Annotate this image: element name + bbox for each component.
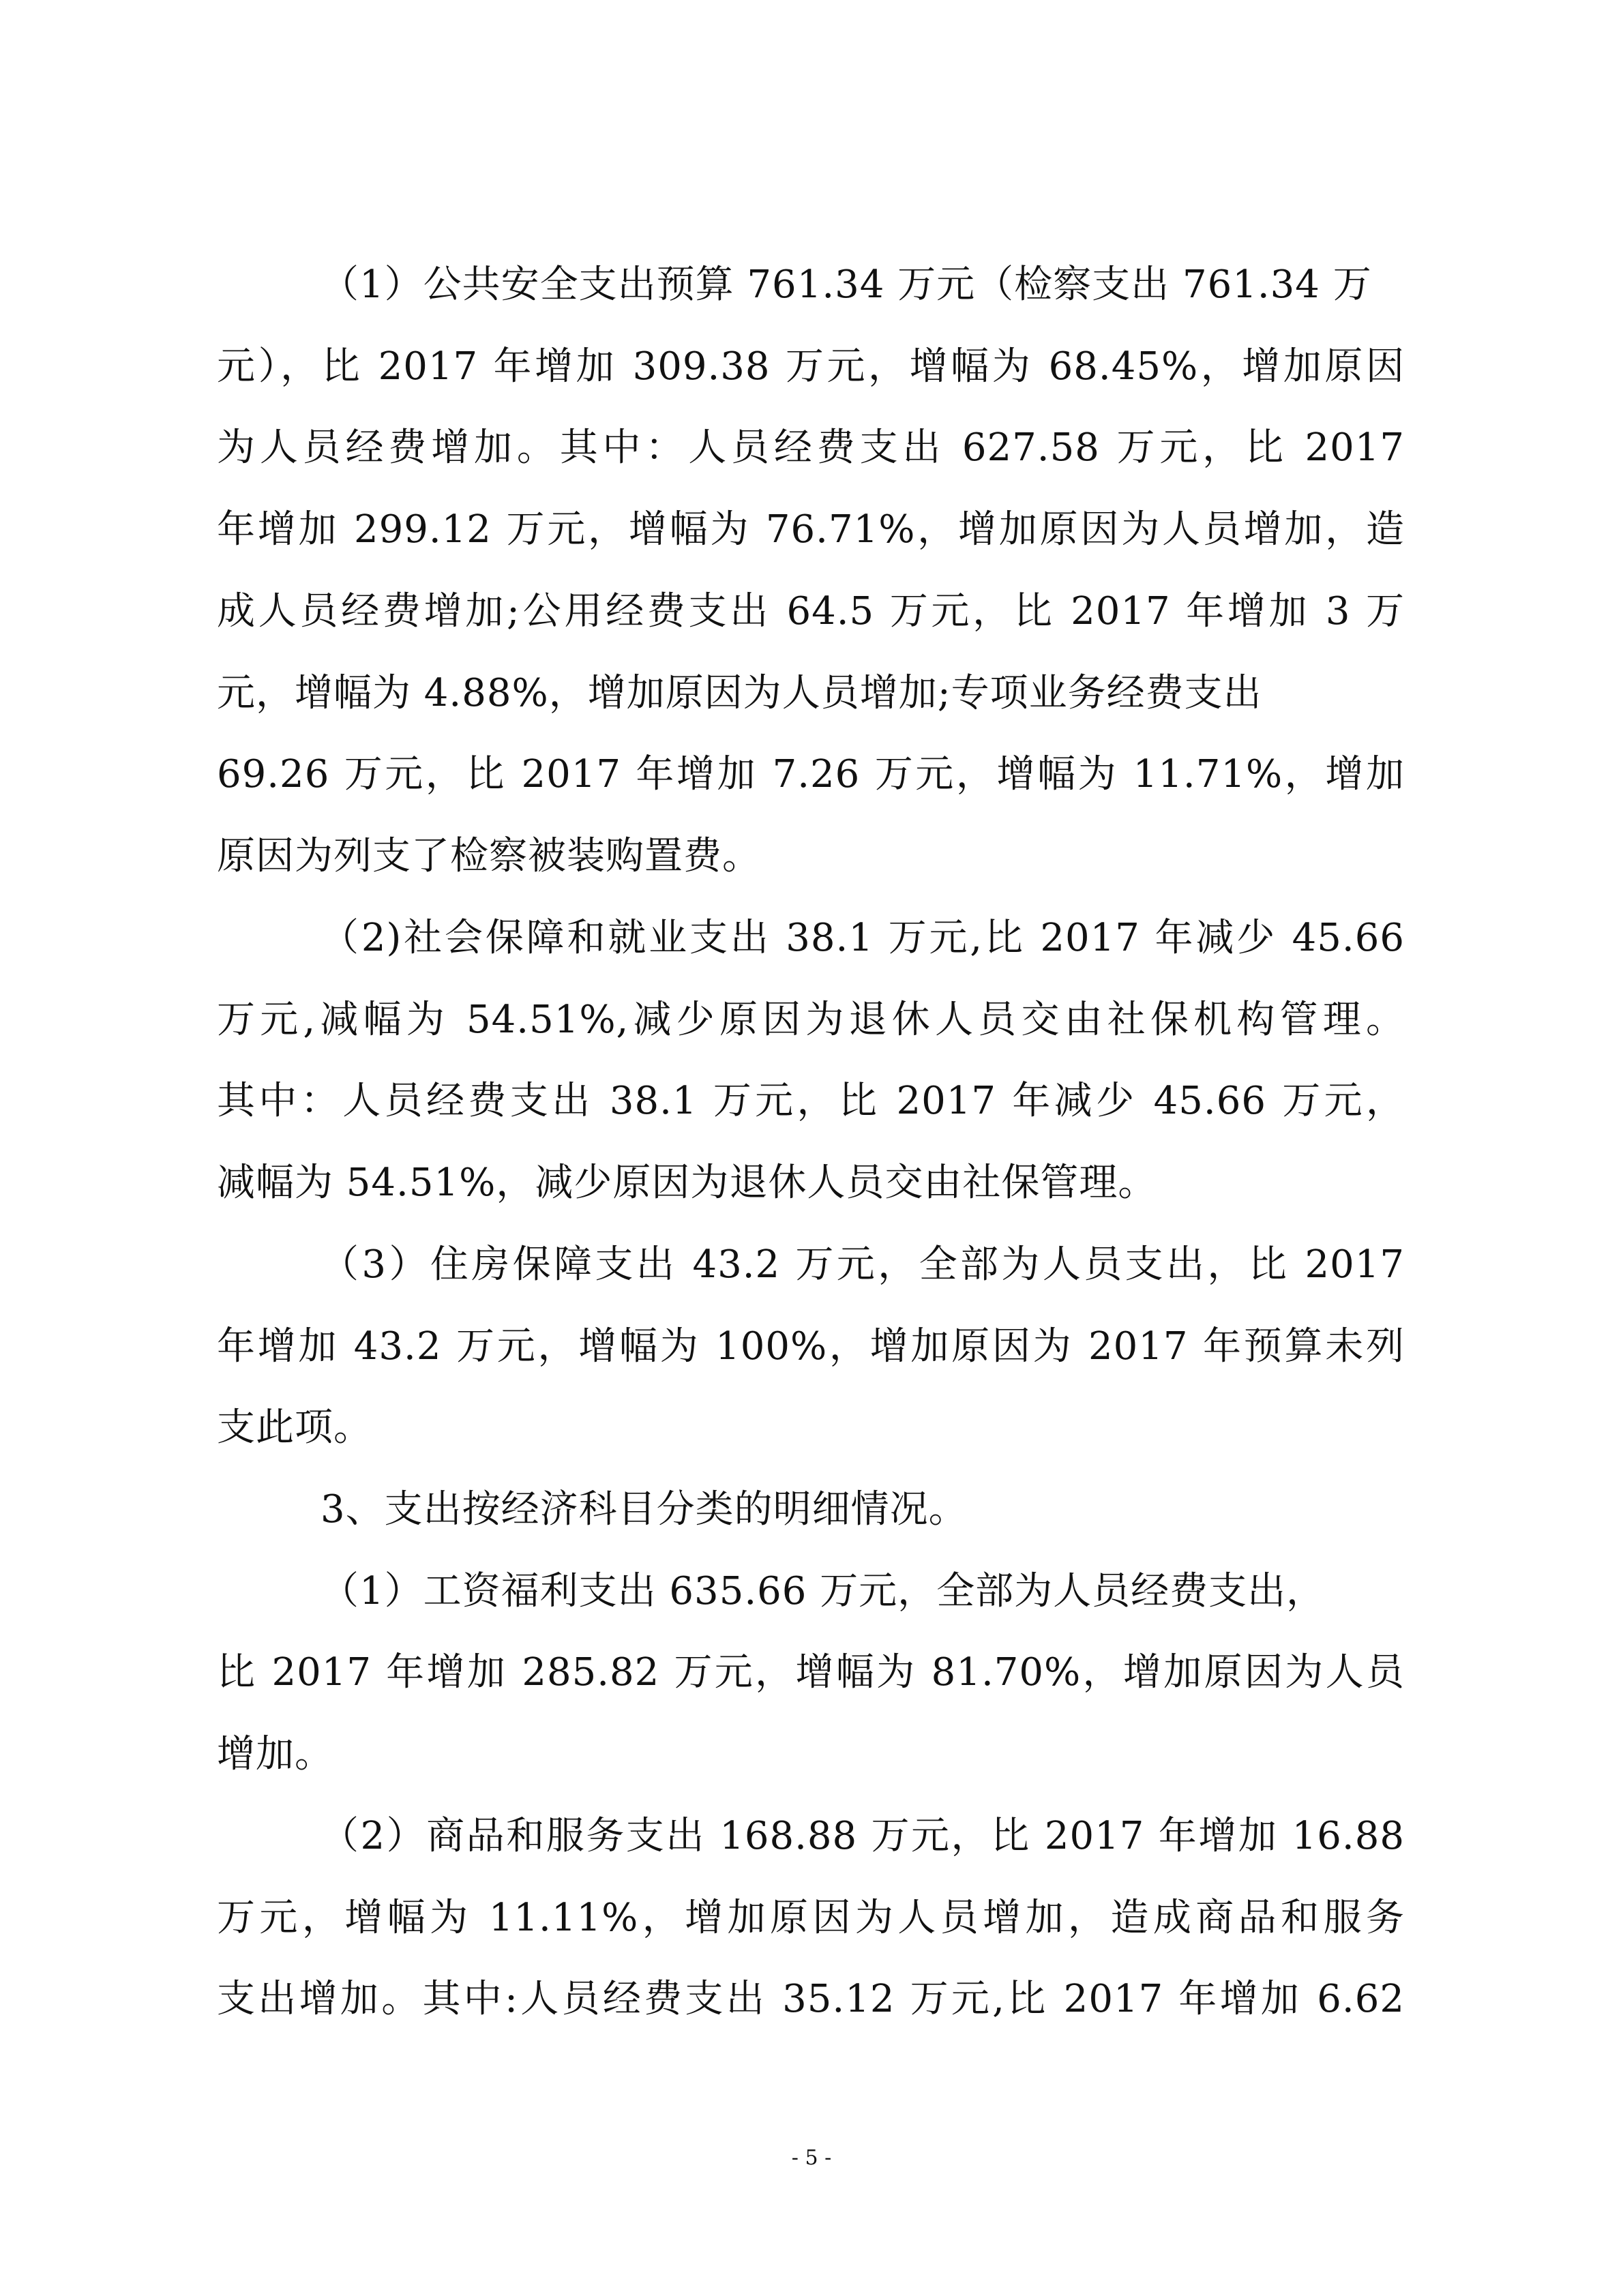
text-line: 支此项。 — [217, 1405, 372, 1450]
text-line: 年增加 299.12 万元，增幅为 76.71%，增加原因为人员增加，造 — [217, 507, 1405, 552]
text-line: 万元,减幅为 54.51%,减少原因为退休人员交由社保机构管理。 — [217, 998, 1405, 1042]
text-line: 支出增加。其中:人员经费支出 35.12 万元,比 2017 年增加 6.62 — [217, 1977, 1405, 2021]
text-line: 3、支出按经济科目分类的明细情况。 — [321, 1487, 968, 1532]
text-line: 为人员经费增加。其中：人员经费支出 627.58 万元，比 2017 — [217, 426, 1405, 470]
page-number: - 5 - — [791, 2146, 832, 2170]
text-line: 万元，增幅为 11.11%，增加原因为人员增加，造成商品和服务 — [217, 1896, 1405, 1940]
text-line: 减幅为 54.51%，减少原因为退休人员交由社保管理。 — [217, 1161, 1157, 1205]
text-line: （1）工资福利支出 635.66 万元，全部为人员经费支出， — [321, 1569, 1326, 1613]
text-line: （3）住房保障支出 43.2 万元，全部为人员支出，比 2017 — [321, 1242, 1405, 1287]
text-line: 原因为列支了检察被装购置费。 — [217, 834, 761, 878]
text-line: 其中：人员经费支出 38.1 万元，比 2017 年减少 45.66 万元， — [217, 1079, 1405, 1123]
text-line: （1）公共安全支出预算 761.34 万元（检察支出 761.34 万 — [321, 263, 1372, 307]
text-line: （2)社会保障和就业支出 38.1 万元,比 2017 年减少 45.66 — [321, 916, 1405, 960]
text-line: （2）商品和服务支出 168.88 万元，比 2017 年增加 16.88 — [321, 1814, 1405, 1858]
text-line: 元，增幅为 4.88%，增加原因为人员增加;专项业务经费支出 — [217, 671, 1262, 715]
text-line: 增加。 — [217, 1732, 333, 1776]
text-line: 比 2017 年增加 285.82 万元，增幅为 81.70%，增加原因为人员 — [217, 1650, 1405, 1695]
text-line: 成人员经费增加;公用经费支出 64.5 万元，比 2017 年增加 3 万 — [217, 589, 1405, 633]
text-line: 年增加 43.2 万元，增幅为 100%，增加原因为 2017 年预算未列 — [217, 1324, 1405, 1369]
text-line: 元），比 2017 年增加 309.38 万元，增幅为 68.45%，增加原因 — [217, 344, 1405, 389]
text-line: 69.26 万元，比 2017 年增加 7.26 万元，增幅为 11.71%，增加 — [217, 752, 1405, 796]
